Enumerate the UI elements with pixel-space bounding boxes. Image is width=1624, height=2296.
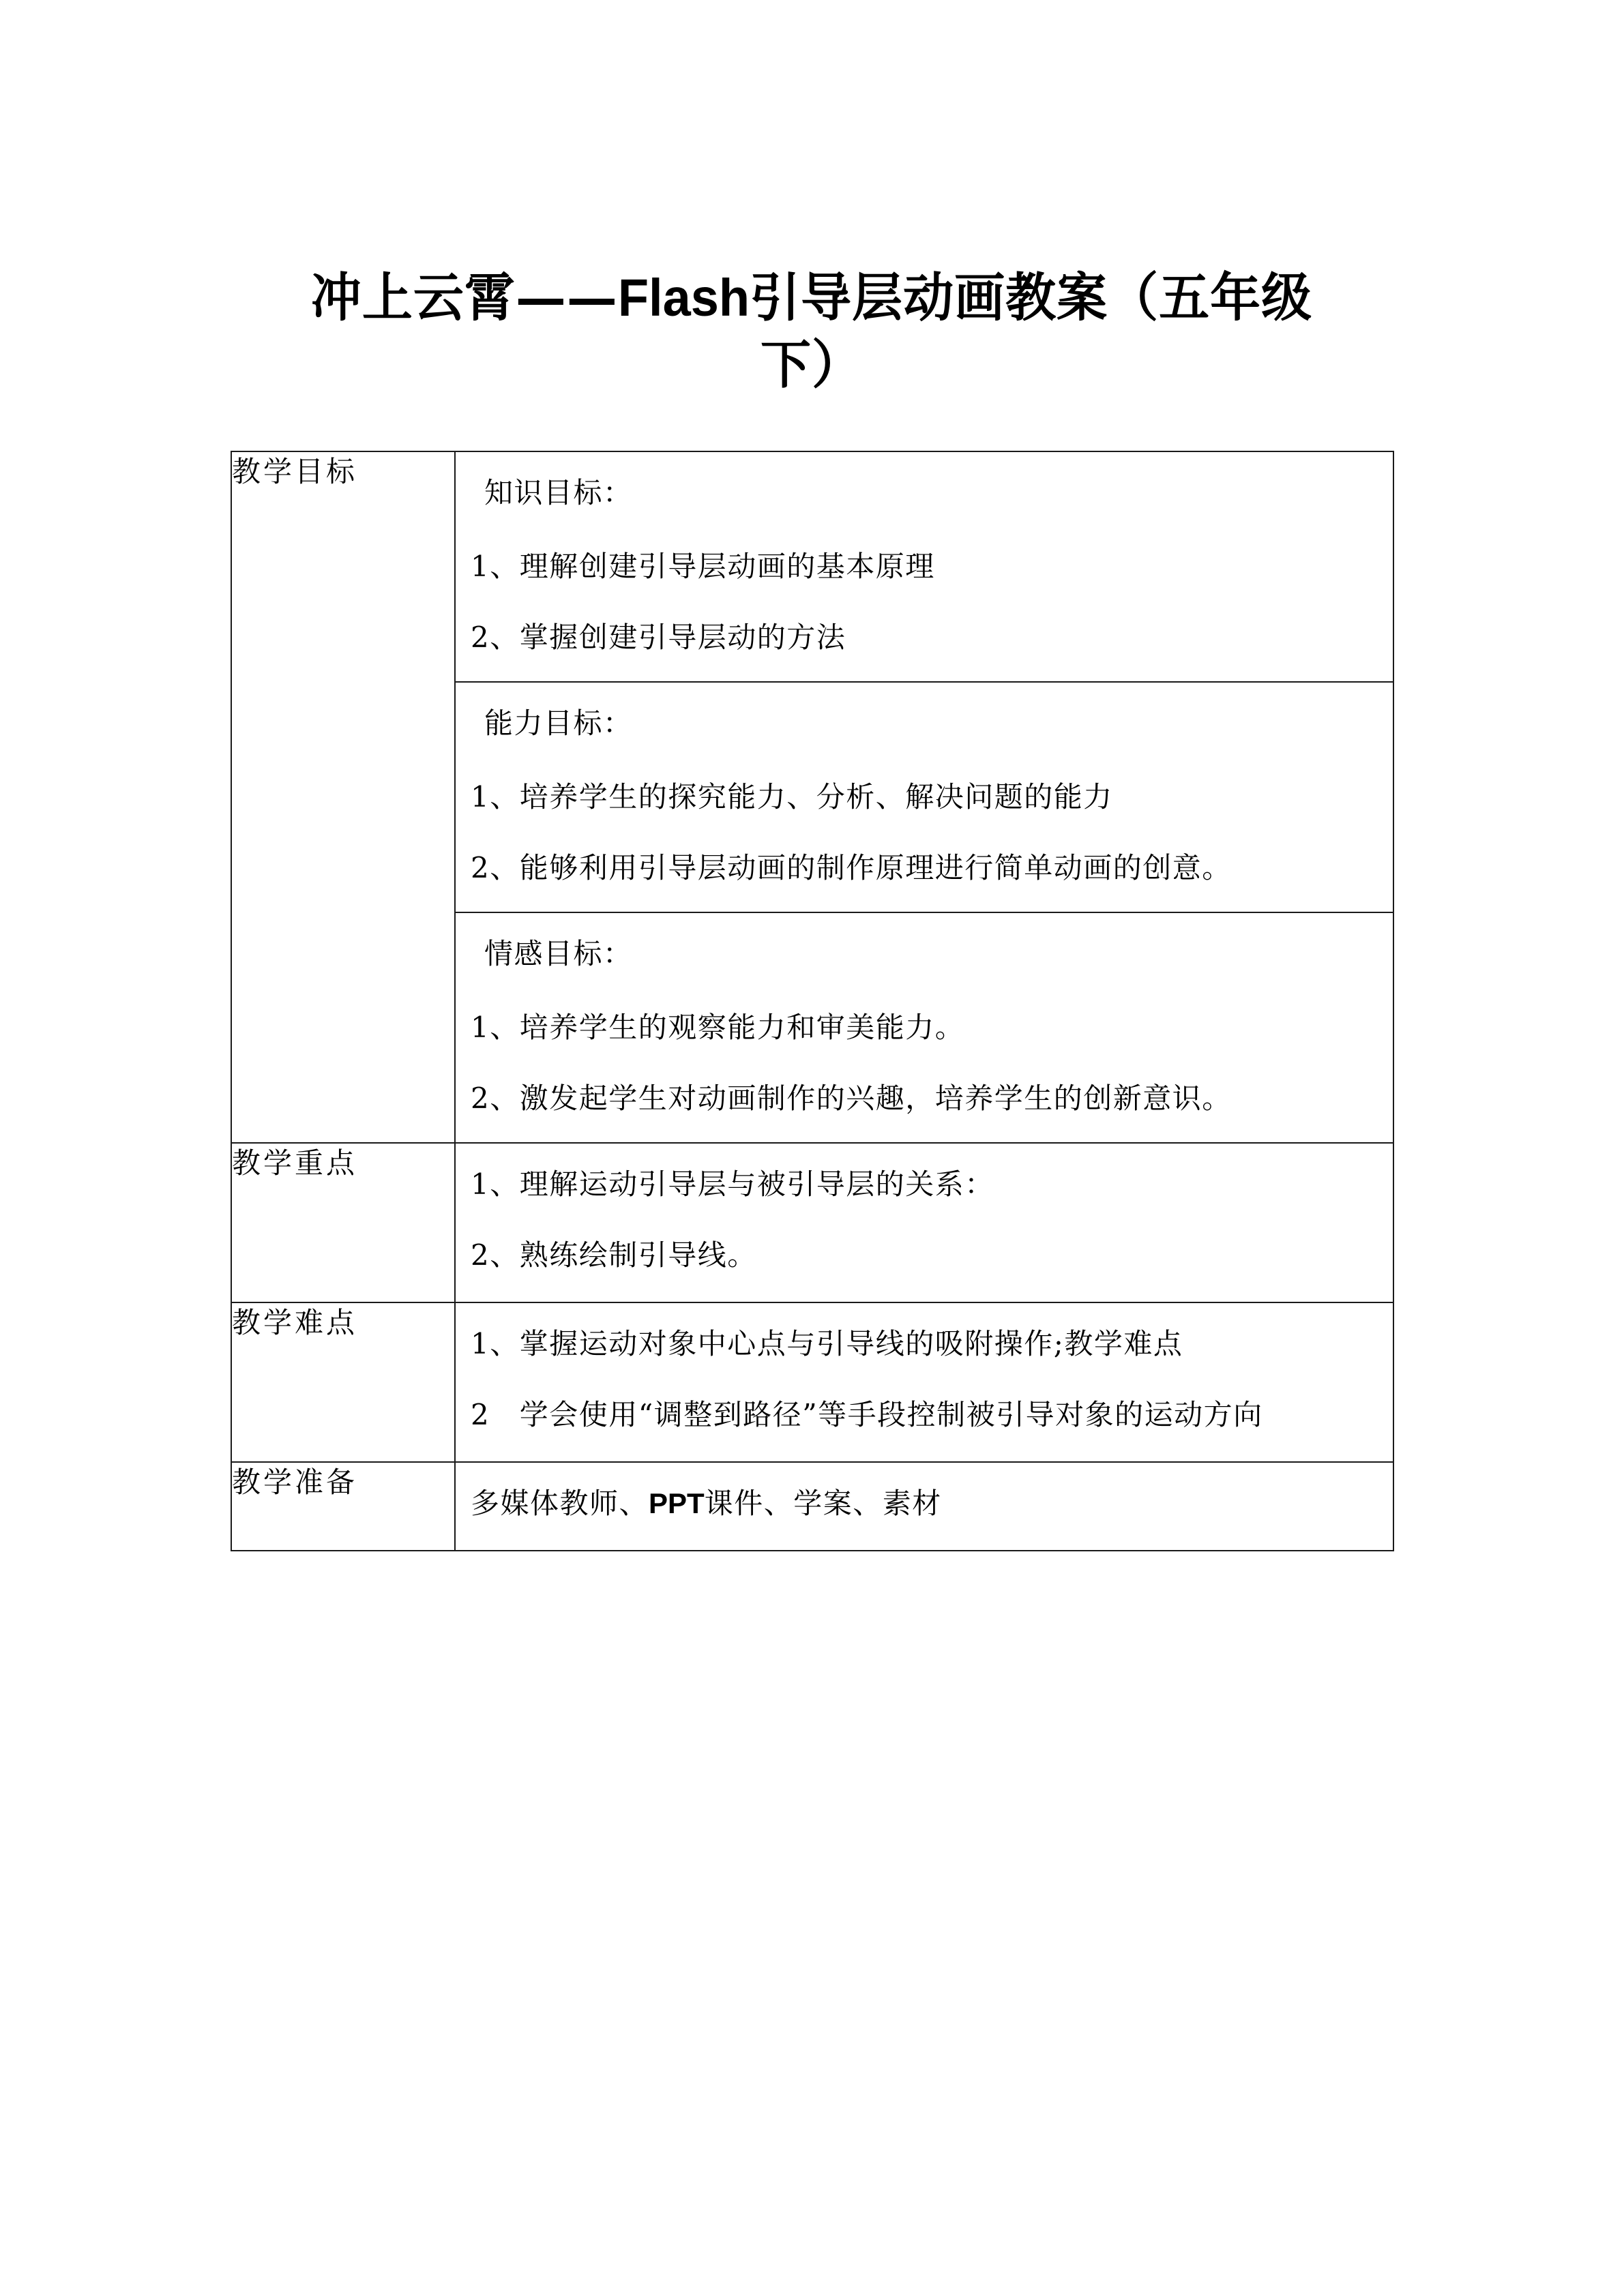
preparation-text [471,1480,1375,1527]
group-item: 2、能够利用引导层动画的制作原理进行简单动画的创意。 [471,851,1232,885]
objective-group-emotion [456,913,1393,1142]
group-heading: 知识目标： [484,476,633,509]
table-row [231,1143,1393,1302]
title-suffix: 引导层动画教案（五年级 [750,267,1313,329]
group-heading: 情感目标： [484,937,633,971]
group-heading: 能力目标： [484,706,633,741]
row-content-difficult-points [455,1302,1393,1462]
group-item: 2、掌握创建引导层动的方法 [471,621,846,655]
table-row [231,451,1393,1143]
objective-group-knowledge [456,452,1393,683]
title-line-2: 下） [761,334,863,396]
group-item: 1、培养学生的探究能力、分析、解决问题的能力 [471,780,1113,814]
page-title [232,265,1391,399]
title-latin-flash: Flash [617,268,750,327]
group-item: 1、培养学生的观察能力和审美能力。 [471,1011,965,1045]
row-content-teaching-preparation [455,1462,1393,1551]
difficult-points-block [456,1303,1393,1461]
objective-group-ability [456,683,1393,913]
row-label-teaching-preparation: 教学准备 [231,1462,455,1551]
table-row [231,1462,1393,1551]
row-label-teaching-objectives: 教学目标 [231,451,455,1143]
list-item: 1、掌握运动对象中心点与引导线的吸附操作;教学难点 [471,1327,1183,1361]
row-content-key-points [455,1143,1393,1302]
title-line-1 [232,265,1391,332]
row-label-key-points: 教学重点 [231,1143,455,1302]
prep-latin-ppt: PPT [649,1487,705,1520]
table-row [231,1302,1393,1462]
list-item: 2 学会使用“调整到路径”等手段控制被引导对象的运动方向 [471,1398,1263,1432]
preparation-block [456,1463,1393,1550]
list-item: 1、理解运动引导层与被引导层的关系： [471,1167,994,1202]
key-points-block [456,1144,1393,1302]
group-item: 2、激发起学生对动画制作的兴趣，培养学生的创新意识。 [471,1082,1232,1116]
group-item: 1、理解创建引导层动画的基本原理 [471,550,935,584]
prep-suffix: 课件、学案、素材 [704,1487,942,1521]
prep-prefix: 多媒体教师、 [471,1487,649,1521]
list-item: 2、熟练绘制引导线。 [471,1238,757,1272]
row-label-difficult-points: 教学难点 [231,1302,455,1462]
title-prefix: 冲上云霄—— [310,267,618,329]
lesson-plan-table [231,451,1394,1551]
row-content-teaching-objectives [455,451,1393,1143]
